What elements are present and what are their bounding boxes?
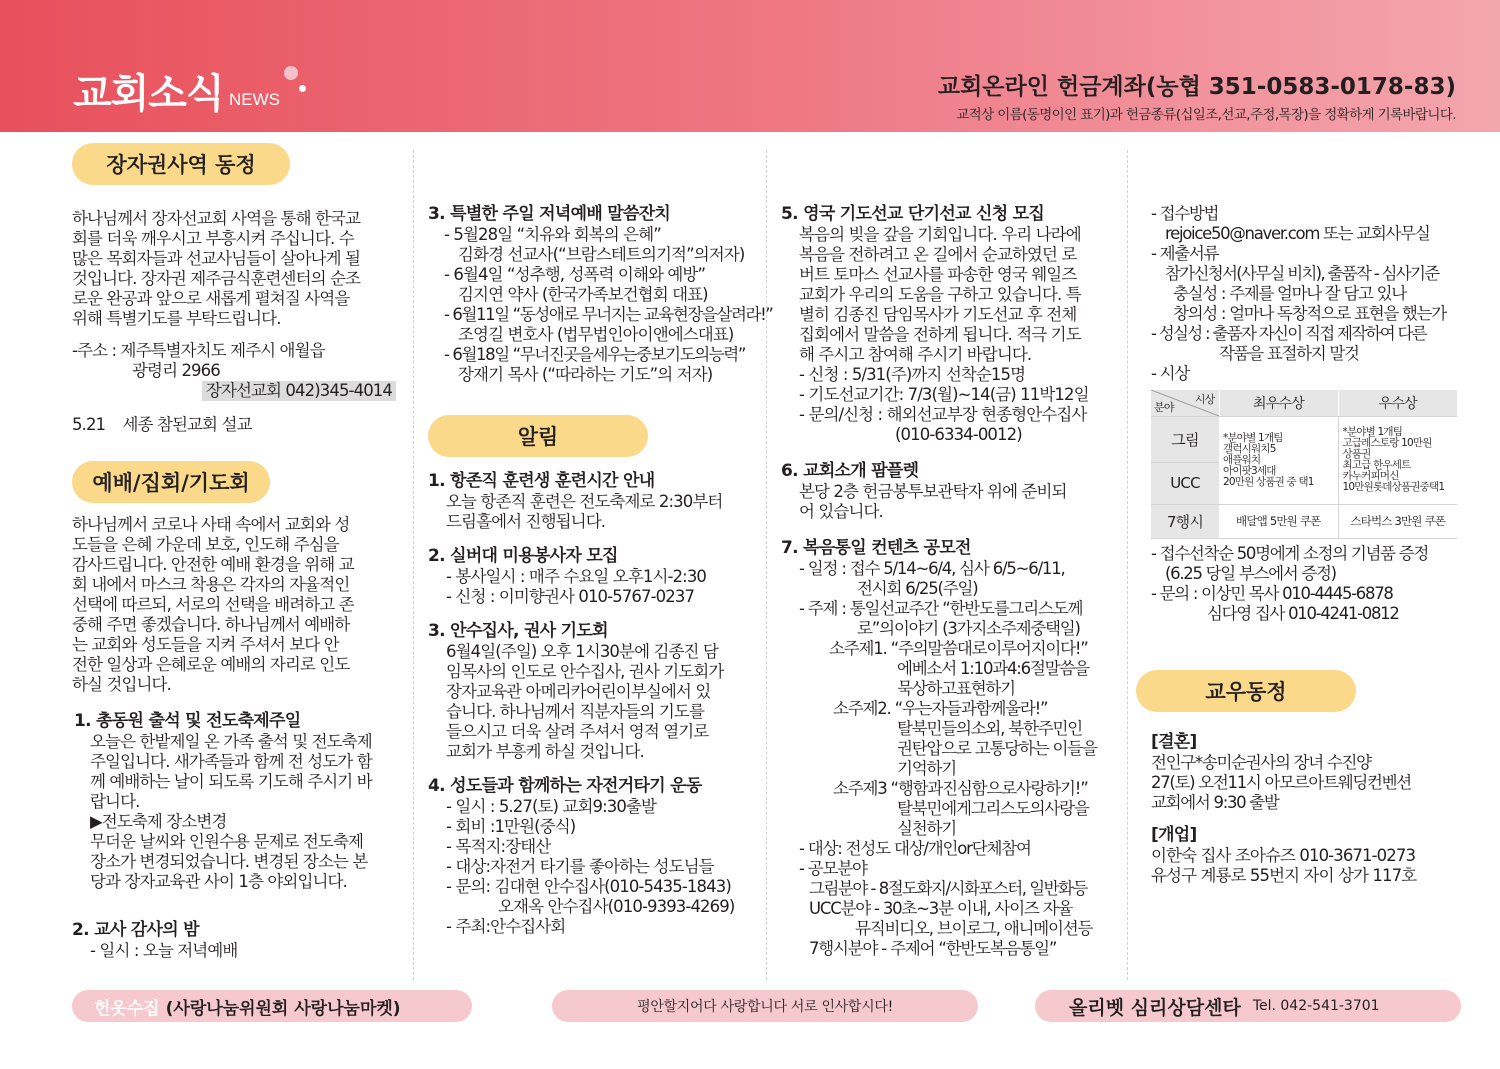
mobilization-body: 오늘은 한밭제일 온 가족 출석 및 전도축제 주일입니다. 새가족들과 함께 전 성도가 함 께 예배하는 날이 되도록 기도해 주시기 바 랍니다. ▶전도축제 장소변경 무더운 날씨와 인원수용 문제로 전도축제 장소가 변경되었습니다. 변경된 장소는 본 당과 장자교육관 사이 1층 야외입니다.	[90, 732, 372, 891]
bicycle-body: - 일시 : 5.27(토) 교회9:30출발 - 회비 :1만원(중식) - 목적지:장태산 - 대상:자전거 타기를 좋아하는 성도님들 - 문의: 김대현 안수집사(010-5435-1843) 오재옥 안수집사(010-9393-4269) - 주최:안수집사회	[446, 797, 735, 936]
opening-label: [개업]	[1151, 825, 1197, 845]
offering-account-note: 교적상 이름(동명이인 표기)과 헌금종류(십일조,선교,주정,목장)을 정확하게 기록바랍니다.	[956, 107, 1456, 123]
footer-clothes-rest: (사랑나눔위원회 사랑나눔마켓)	[159, 998, 401, 1019]
sunday-evening-list: - 5월28일 “치유와 회복의 은혜” 김화경 선교사(“브람스테트의기적”의저자) - 6월4일 “성추행, 성폭력 이해와 예방” 김지연 약사 (한국가족보건협회 대표) - 6월11일 “동성애로 무너지는 교육현장을살려라!” 조영길 변호사 (법무법인아이앤에스대표) - 6월18일 “무너진곳을세우는중보기도의능력” 장재기 목사 (“따라하는 기도”의 저자)	[444, 225, 773, 384]
wedding-body: 전인구*송미순권사의 장녀 수진양 27(토) 오전11시 아모르아트웨딩컨벤션 교회에서 9:30 출발	[1151, 753, 1411, 812]
prize-table	[1151, 390, 1457, 539]
contest-submission: - 접수방법 rejoice50@naver.com 또는 교회사무실 - 제출서류 참가신청서(사무실 비치), 출품작 - 심사기준 충실성 : 주제를 얼마나 잘 담고 있나 창의성 : 얼마나 독창적으로 표현을 했는가 - 성실성 : 출품자 자신이 직접 제작하여 다른 작품을 표절하지 말것 - 시상	[1151, 204, 1446, 383]
item-title-contest: 7. 복음통일 컨텐츠 공모전	[781, 538, 971, 558]
item-title-pamphlet: 6. 교회소개 팜플렛	[781, 461, 919, 481]
schedule-line: 5.21 세종 참된교회 설교	[72, 415, 252, 434]
news-label: NEWS	[229, 90, 280, 109]
footer-clothes-collection	[72, 990, 472, 1022]
column-divider	[766, 150, 767, 980]
footer-counseling	[1035, 990, 1461, 1022]
section-pill-notice: 알림	[428, 415, 648, 457]
item-title-bicycle: 4. 성도들과 함께하는 자전거타기 운동	[428, 776, 702, 796]
column-divider	[1127, 150, 1128, 980]
uk-mission-body: 복음의 빚을 갚을 기회입니다. 우리 나라에 복음을 전하려고 온 길에서 순교하였던 로 버트 토마스 선교사를 파송한 영국 웨일즈 교회가 우리의 도움을 구하고 있습니다. 특 별히 김종진 담임목사가 기도선교 후 전체 집회에서 말씀을 전하게 됩니다. 적극 기도 해 주시고 참여해 주시기 바랍니다.	[799, 225, 1081, 364]
beauty-volunteer-body: - 봉사일시 : 매주 수요일 오후1시-2:30 - 신청 : 이미향권사 010-5767-0237	[446, 567, 707, 606]
church-phone: 장자선교회 042)345-4014	[202, 381, 396, 401]
table-cell: *분야별 1개팀 고급레스토랑 10만원 상품권 최고급 한우세트 카누커피머신 10만원롯데상품권중택1	[1338, 416, 1457, 504]
header-banner	[0, 0, 1500, 132]
item-title-prayer-meeting: 3. 안수집사, 권사 기도회	[428, 621, 608, 641]
contest-body: - 일정 : 접수 5/14~6/4, 심사 6/5~6/11, 전시회 6/25(주일) - 주제 : 통일선교주간 “한반도를그리스도께 로”의이야기 (3가지소주제중택일) 소주제1. “주의말씀대로이루어지이다!” 에베소서 1:10과4:6절말씀을 묵상하고표현하기 소주제2. “우는자들과함께울라!” 탈북민들의소외, 북한주민인 권탄압으로 고통당하는 이들을 기억하기 소주제3 “행함과진심함으로사랑하기!” 탈북민에게그리스도의사랑을 실천하기 - 대상: 전성도 대상/개인or단체참여 - 공모분야 그림분야 - 8절도화지/시화포스터, 일반화등 UCC분야 - 30초~3분 이내, 사이즈 자율 뮤직비디오, 브이로그, 애니메이션등 7행시분야 - 주제어 “한반도복음통일”	[799, 559, 1097, 958]
column-divider	[413, 150, 414, 980]
item-title-uk-mission: 5. 영국 기도선교 단기선교 신청 모집	[781, 204, 1045, 224]
table-head-grand-prize: 최우수상	[1219, 390, 1338, 416]
column-4	[1151, 135, 1461, 384]
table-cell: 스타벅스 3만원 쿠폰	[1338, 504, 1457, 538]
uk-mission-list: - 신청 : 5/31(주)까지 선착순15명 - 기도선교기간: 7/3(월)~14(금) 11박12일 - 문의/신청 : 해외선교부장 현종형안수집사 (010-6334-0012)	[799, 365, 1089, 444]
table-corner: 시상 분야	[1151, 390, 1219, 416]
item-title-beauty-volunteer: 2. 실버대 미용봉사자 모집	[428, 546, 618, 566]
address-block: -주소 : 제주특별자치도 제주시 애월읍 광령리 2966 장자선교회 042)345-4014	[72, 341, 402, 401]
section-pill-worship: 예배/집회/기도회	[72, 461, 270, 503]
item-title-teacher-night: 2. 교사 감사의 밤	[72, 920, 199, 940]
footer-counseling-tel: Tel. 042-541-3701	[1252, 998, 1380, 1014]
footer-greeting: 평안할지어다 사랑합니다 서로 인사합시다!	[552, 990, 978, 1022]
table-row-label: 7행시	[1151, 504, 1219, 538]
training-body: 오늘 항존직 훈련은 전도축제로 2:30부터 드림홀에서 진행됩니다.	[446, 492, 723, 531]
decorative-dot-small-icon	[299, 85, 306, 92]
column-1	[72, 135, 402, 961]
contest-contact: - 접수선착순 50명에게 소정의 기념품 증정 (6.25 당일 부스에서 증정) - 문의 : 이상민 목사 010-4445-6878 심다영 집사 010-4241-0812	[1151, 544, 1428, 623]
table-cell: 배달앱 5만원 쿠폰	[1219, 504, 1338, 538]
offering-account: 교회온라인 헌금계좌(농협 351-0583-0178-83)	[937, 74, 1456, 100]
jangjakwon-body: 하나님께서 장자선교회 사역을 통해 한국교 회를 더욱 깨우시고 부흥시켜 주십니다. 수 많은 목회자들과 선교사님들이 살아나게 될 것입니다. 장자권 제주금식훈련센터의 순조 로운 완공과 앞으로 새롭게 펼쳐질 사역을 위해 특별기도를 부탁드립니다.	[72, 209, 361, 328]
item-title-sunday-evening: 3. 특별한 주일 저녁예배 말씀잔치	[428, 204, 671, 224]
section-pill-members: 교우동정	[1136, 670, 1356, 712]
table-row-label: UCC	[1151, 462, 1219, 504]
teacher-night-body: - 일시 : 오늘 저녁예배	[90, 941, 238, 960]
item-title-training: 1. 항존직 훈련생 훈련시간 안내	[428, 471, 655, 491]
opening-body: 이한숙 집사 조아슈즈 010-3671-0273 유성구 계룡로 55번지 자이 상가 117호	[1151, 846, 1417, 885]
footer-clothes-accent: 헌옷수집	[94, 998, 160, 1019]
column-4-lower	[1151, 544, 1461, 886]
column-2	[428, 135, 773, 937]
worship-body: 하나님께서 코로나 사태 속에서 교회와 성 도들을 은혜 가운데 보호, 인도해 주심을 감사드립니다. 안전한 예배 환경을 위해 교 회 내에서 마스크 착용은 각자의 자율적인 선택에 따르되, 서로의 선택을 배려하고 존 중해 주면 좋겠습니다. 하나님께서 예배하 는 교회와 성도들을 지켜 주셔서 보다 안 전한 일상과 은혜로운 예배의 자리로 인도 하실 것입니다.	[72, 515, 354, 694]
table-cell: *분야별 1개팀 갤럭시워치5 애플워치 아이팟3세대 20만원 상품권 중 택1	[1219, 416, 1338, 504]
wedding-label: [결혼]	[1151, 732, 1197, 752]
column-3	[781, 135, 1121, 959]
pamphlet-body: 본당 2층 헌금봉투보관탁자 위에 준비되 어 있습니다.	[799, 482, 1067, 521]
table-row-label: 그림	[1151, 416, 1219, 462]
item-title-mobilization: 1. 총동원 출석 및 전도축제주일	[74, 711, 301, 731]
section-pill-jangjakwon: 장자권사역 동정	[72, 143, 290, 185]
decorative-dot-icon	[284, 66, 298, 80]
table-head-excellence: 우수상	[1338, 390, 1457, 416]
page-title: 교회소식	[73, 71, 224, 117]
prayer-meeting-body: 6월4일(주일) 오후 1시30분에 김종진 담 임목사의 인도로 안수집사, 권사 기도회가 장자교육관 아메리카어린이부실에서 있 습니다. 하나님께서 직분자들의 기도를 들으시고 더욱 살려 주셔서 영적 열기로 교회가 부흥케 하실 것입니다.	[446, 642, 724, 761]
footer-counseling-name: 올리벳 심리상담센타	[1069, 996, 1241, 1019]
